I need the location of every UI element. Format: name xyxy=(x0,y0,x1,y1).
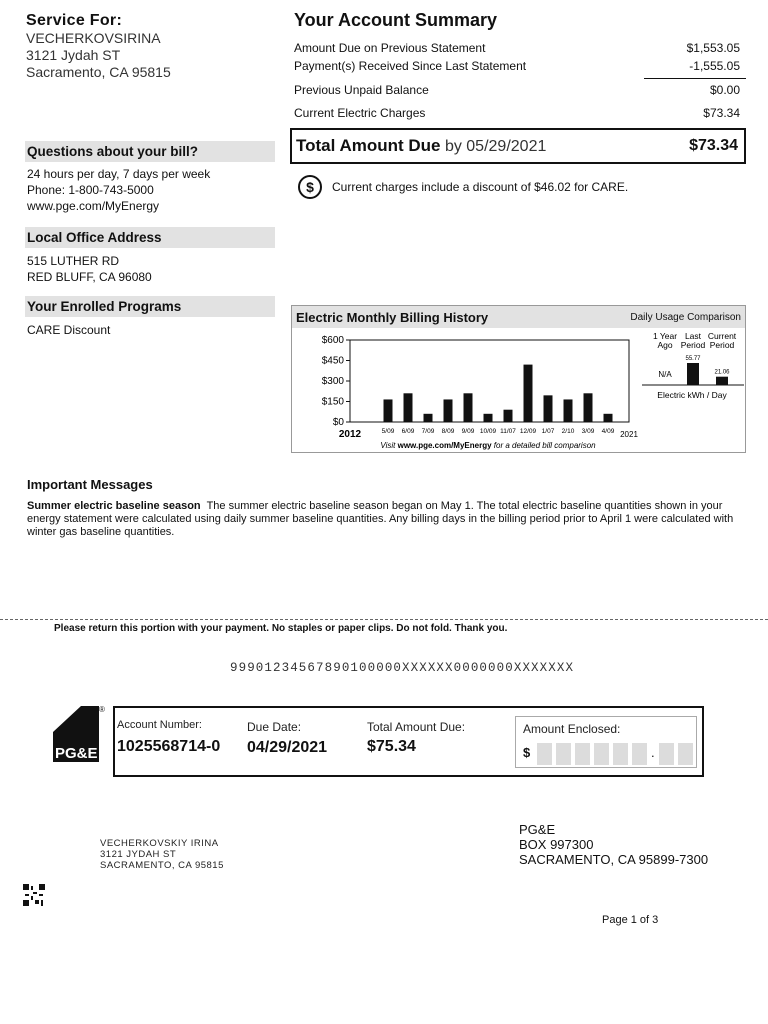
amount-cell[interactable] xyxy=(678,743,693,765)
summary-row-label: Amount Due on Previous Statement xyxy=(294,41,486,55)
billing-history-chart xyxy=(291,305,746,453)
x-tick-label: 4/09 xyxy=(601,428,615,435)
bar xyxy=(504,410,513,422)
stub-total-label: Total Amount Due: xyxy=(367,720,466,734)
daily-usage-value: 21.06 xyxy=(714,369,730,376)
stub-total-value: $75.34 xyxy=(367,738,416,755)
daily-usage-bar xyxy=(687,363,699,385)
service-street: 3121 Jydah ST xyxy=(26,47,121,63)
total-amount-due-box xyxy=(290,128,746,164)
local-office-section xyxy=(25,227,275,285)
x-tick-label: 7/09 xyxy=(421,428,435,435)
y-tick-label: $300 xyxy=(321,376,344,387)
local-office-city: RED BLUFF, CA 96080 xyxy=(27,270,152,284)
summary-row-value: -1,555.05 xyxy=(689,59,740,73)
summary-row xyxy=(294,81,746,99)
service-for-heading: Service For: xyxy=(26,12,123,29)
account-summary-title: Your Account Summary xyxy=(294,10,498,30)
total-amount-value: $73.34 xyxy=(689,137,738,154)
amount-enclosed-field[interactable] xyxy=(515,716,697,768)
summary-row-value: $0.00 xyxy=(709,83,740,97)
bar xyxy=(604,414,613,422)
daily-usage-title: Daily Usage Comparison xyxy=(630,311,741,323)
care-discount-note xyxy=(298,175,628,199)
daily-usage-column-label: Current xyxy=(707,331,737,341)
bar xyxy=(564,399,573,422)
programs-heading: Your Enrolled Programs xyxy=(25,296,275,317)
x-tick-label: 3/09 xyxy=(581,428,595,435)
x-start-label: 2012 xyxy=(338,429,362,440)
currency-symbol: $ xyxy=(523,745,531,760)
registered-mark: ® xyxy=(99,705,105,714)
total-amount-label: Total Amount Due xyxy=(296,136,441,155)
x-tick-label: 5/09 xyxy=(381,428,395,435)
daily-usage-column-label: Ago xyxy=(657,340,673,350)
summary-row-label: Previous Unpaid Balance xyxy=(294,83,429,97)
questions-hours: 24 hours per day, 7 days per week xyxy=(27,167,211,181)
account-number-value: 1025568714-0 xyxy=(117,738,221,755)
daily-usage-value: 55.77 xyxy=(685,356,701,362)
bar xyxy=(524,365,533,422)
questions-heading: Questions about your bill? xyxy=(25,141,275,162)
dollar-circle-icon: $ xyxy=(298,175,322,199)
service-for-block xyxy=(26,12,276,81)
bar xyxy=(444,399,453,422)
chart-title: Electric Monthly Billing History xyxy=(296,309,489,325)
due-date-value: 04/29/2021 xyxy=(247,739,328,756)
remit-name: PG&E xyxy=(519,822,556,837)
tear-line xyxy=(0,619,768,620)
local-office-street: 515 LUTHER RD xyxy=(27,254,120,268)
customer-city: SACRAMENTO, CA 95815 xyxy=(100,860,224,871)
y-tick-label: $0 xyxy=(332,417,344,428)
daily-usage-column-label: 1 Year xyxy=(652,331,678,341)
customer-name: VECHERKOVSKIY IRINA xyxy=(100,838,219,849)
daily-usage-column-label: Period xyxy=(680,340,706,350)
local-office-heading: Local Office Address xyxy=(25,227,275,248)
x-tick-label: 6/09 xyxy=(401,428,415,435)
messages-heading: Important Messages xyxy=(27,477,153,492)
bar xyxy=(544,395,553,422)
daily-usage-unit: Electric kWh / Day xyxy=(657,390,727,400)
summary-row-value: $1,553.05 xyxy=(686,41,740,55)
y-tick-label: $600 xyxy=(321,335,344,346)
programs-section xyxy=(25,296,275,338)
daily-usage-column-label: Last xyxy=(684,331,702,341)
daily-usage-column-label: Period xyxy=(709,340,735,350)
message-text: The summer electric baseline season began on May 1. The total electric baseline quantities shown in your energy statement were calculated using daily summer baseline quantities. Any billing days in the billing period prior to April 1 were calculated with winter gas baseline quantities. xyxy=(27,500,734,538)
pge-logo xyxy=(53,706,99,762)
x-tick-label: 12/09 xyxy=(519,428,537,435)
decimal-point: . xyxy=(651,745,655,760)
amount-cell[interactable] xyxy=(613,743,628,765)
summary-row xyxy=(294,104,746,122)
chart-plot xyxy=(292,328,745,452)
bar xyxy=(584,393,593,422)
daily-usage-bar xyxy=(716,377,728,385)
bar xyxy=(464,393,473,422)
account-number-label: Account Number: xyxy=(117,719,202,731)
x-tick-label: 10/09 xyxy=(479,428,497,435)
summary-row-label: Current Electric Charges xyxy=(294,106,426,120)
bar xyxy=(404,393,413,422)
amount-cell[interactable] xyxy=(659,743,674,765)
customer-mailing-address xyxy=(100,838,224,871)
payment-stub xyxy=(113,706,704,777)
summary-row-label: Payment(s) Received Since Last Statement xyxy=(294,59,527,73)
x-tick-label: 2/10 xyxy=(561,428,575,435)
due-date-label: Due Date: xyxy=(247,720,302,734)
service-name: VECHERKOVSIRINA xyxy=(26,30,161,46)
message-lead: Summer electric baseline season xyxy=(27,500,201,512)
bar xyxy=(484,414,493,422)
scan-line: 99901234567890100000XXXXXX0000000XXXXXXX xyxy=(230,661,575,675)
amount-cell[interactable] xyxy=(556,743,571,765)
bar xyxy=(424,414,433,422)
amount-enclosed-label: Amount Enclosed: xyxy=(523,722,621,736)
questions-website[interactable]: www.pge.com/MyEnergy xyxy=(27,199,160,213)
amount-cell[interactable] xyxy=(537,743,552,765)
summary-row xyxy=(294,57,746,75)
remit-city: SACRAMENTO, CA 95899-7300 xyxy=(519,852,709,867)
bar xyxy=(384,399,393,422)
total-due-by-date: by 05/29/2021 xyxy=(444,138,547,155)
customer-street: 3121 JYDAH ST xyxy=(100,849,177,860)
x-end-label: 2021 xyxy=(620,430,638,439)
amount-cell[interactable] xyxy=(575,743,590,765)
remit-box: BOX 997300 xyxy=(519,837,594,852)
chart-header xyxy=(292,306,745,328)
pge-logo-icon xyxy=(53,706,99,762)
x-tick-label: 8/09 xyxy=(441,428,455,435)
return-note: Please return this portion with your payment. No staples or paper clips. Do not fold. Thank you. xyxy=(54,623,508,634)
program-care: CARE Discount xyxy=(27,323,111,337)
x-tick-label: 1/07 xyxy=(541,428,555,435)
remit-address xyxy=(519,822,708,867)
page-number: Page 1 of 3 xyxy=(602,914,659,926)
daily-usage-value: N/A xyxy=(658,370,672,379)
x-tick-label: 11/07 xyxy=(500,428,516,435)
y-tick-label: $150 xyxy=(321,396,344,408)
summary-row xyxy=(294,39,746,57)
qr-code-icon xyxy=(23,884,45,906)
message-body xyxy=(27,500,747,539)
summary-row-value: $73.34 xyxy=(703,106,740,120)
logo-text: PG&E xyxy=(55,745,98,762)
summary-divider xyxy=(644,78,746,79)
x-tick-label: 9/09 xyxy=(461,428,475,435)
important-messages xyxy=(27,477,747,539)
amount-cell[interactable] xyxy=(594,743,609,765)
amount-cell[interactable] xyxy=(632,743,647,765)
service-city: Sacramento, CA 95815 xyxy=(26,64,171,80)
questions-phone: Phone: 1-800-743-5000 xyxy=(27,183,154,197)
account-summary xyxy=(294,10,746,122)
questions-section xyxy=(25,141,275,214)
chart-footnote: Visit www.pge.com/MyEnergy for a detailed bill comparison xyxy=(380,441,596,450)
y-tick-label: $450 xyxy=(321,355,344,367)
discount-text: Current charges include a discount of $46.02 for CARE. xyxy=(332,180,629,194)
